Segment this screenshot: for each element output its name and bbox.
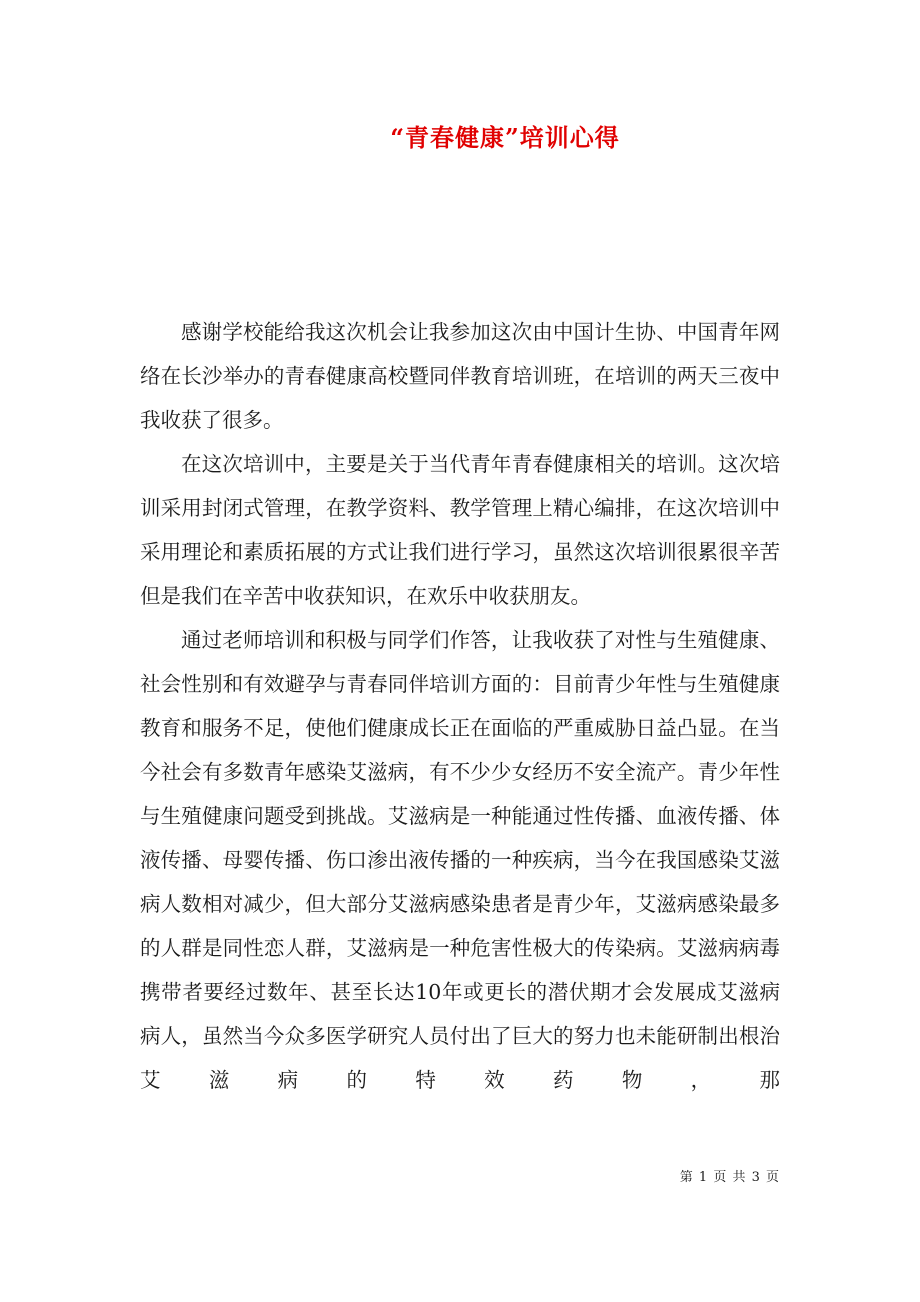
document-body xyxy=(140,310,780,1102)
paragraph-3: 通过老师培训和积极与同学们作答，让我收获了对性与生殖健康、社会性别和有效避孕与青春同伴培训方面的：目前青少年性与生殖健康教育和服务不足，使他们健康成长正在面临的严重威胁日益凸显。在当今社会有多数青年感染艾滋病，有不少少女经历不安全流产。青少年性与生殖健康问题受到挑战。艾滋病是一种能通过性传播、血液传播、体液传播、母婴传播、伤口渗出液传播的一种疾病，当今在我国感染艾滋病人数相对减少，但大部分艾滋病感染患者是青少年，艾滋病感染最多的人群是同性恋人群，艾滋病是一种危害性极大的传染病。艾滋病病毒携带者要经过数年、甚至长达10年或更长的潜伏期才会发展成艾滋病病人，虽然当今众多医学研究人员付出了巨大的努力也未能研制出根治艾滋病的特效药物，那 xyxy=(140,628,780,1092)
page-number-footer: 第 1 页 共 3 页 xyxy=(679,1170,780,1185)
document-title: “青春健康”培训心得 xyxy=(390,123,620,152)
paragraph-2: 在这次培训中，主要是关于当代青年青春健康相关的培训。这次培训采用封闭式管理，在教学资料、教学管理上精心编排，在这次培训中采用理论和素质拓展的方式让我们进行学习，虽然这次培训很累很辛苦但是我们在辛苦中收获知识，在欢乐中收获朋友。 xyxy=(140,452,780,608)
paragraph-1: 感谢学校能给我这次机会让我参加这次由中国计生协、中国青年网络在长沙举办的青春健康高校暨同伴教育培训班，在培训的两天三夜中我收获了很多。 xyxy=(140,320,780,432)
